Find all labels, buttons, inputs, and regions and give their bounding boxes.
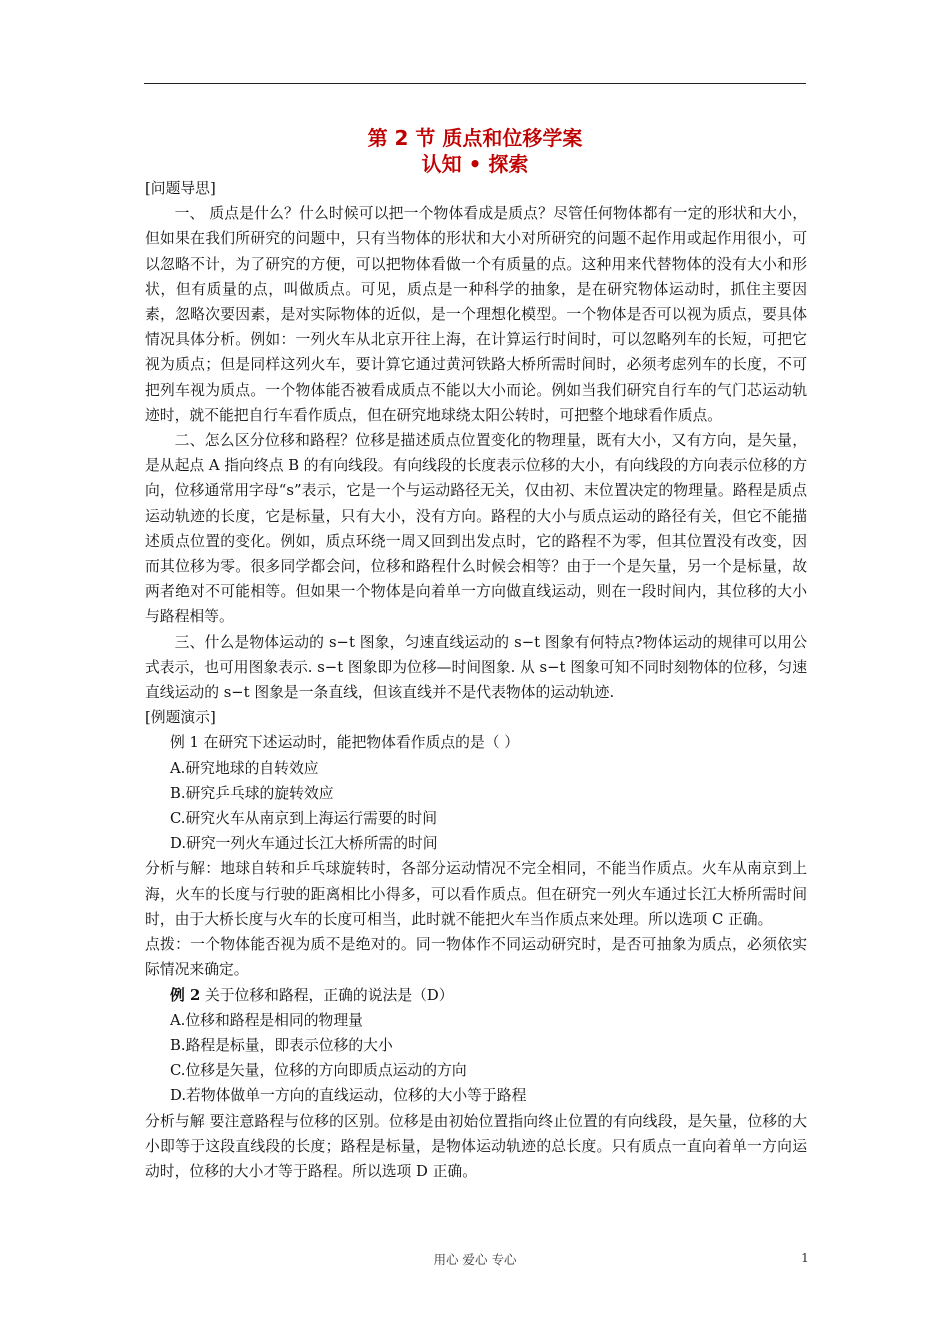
page-footer: 用心 爱心 专心: [433, 1252, 517, 1267]
example-2-option-a: A.位移和路程是相同的物理量: [170, 1011, 363, 1029]
example-2-option-b: B.路程是标量，即表示位移的大小: [170, 1036, 393, 1054]
paragraph-1: 一、 质点是什么？什么时候可以把一个物体看成是质点？尽管任何物体都有一定的形状和大小，但如果在我们所研究的问题中，只有当物体的形状和大小对所研究的问题不起作用或起作用很小，可以忽略不计，为了研究的方便，可以把物体看做一个有质量的点。这种用来代替物体的没有大小和形状，但有质量的点，叫做质点。可见，质点是一种科学的抽象，是在研究物体运动时，抓住主要因素，忽略次要因素，是对实际物体的近似，是一个理想化模型。一个物体是否可以视为质点，要具体情况具体分析。例如：一列火车从北京开往上海，在计算运行时间时，可以忽略列车的长短，可把它视为质点；但是同样这列火车，要计算它通过黄河铁路大桥所需时间时，必须考虑列车的长度，不可把列车视为质点。一个物体能否被看成质点不能以大小而论。例如当我们研究自行车的气门芯运动轨迹时，就不能把自行车看作质点，但在研究地球绕太阳公转时，可把整个地球看作质点。: [145, 205, 807, 424]
section-header-examples: [例题演示]: [145, 709, 216, 727]
example-2-option-c: C.位移是矢量，位移的方向即质点运动的方向: [170, 1062, 467, 1080]
example-2-analysis: 分析与解 要注意路程与位移的区别。位移是由初始位置指向终止位置的有向线段，是矢量，位移的大小即等于这段直线段的长度；路程是标量，是物体运动轨迹的总长度。只有质点一直向着单一方向运动时，位移的大小才等于路程。所以选项 D 正确。: [145, 1112, 807, 1180]
header-rule: [144, 83, 806, 84]
example-1-analysis: 分析与解：地球自转和乒乓球旋转时，各部分运动情况不完全相同，不能当作质点。火车从南京到上海，火车的长度与行驶的距离相比小得多，可以看作质点。但在研究一列火车通过长江大桥所需时间时，由于大桥长度与火车的长度可相当，此时就不能把火车当作质点来处理。所以选项 C 正确。: [145, 860, 807, 928]
page-number: 1: [801, 1250, 809, 1265]
paragraph-3: 三、什么是物体运动的 s−t 图象，匀速直线运动的 s−t 图象有何特点?物体运动的规律可以用公式表示，也可用图象表示. s−t 图象即为位移—时间图象. 从 s−t 图象可知不同时刻物体的位移，匀速直线运动的 s−t 图象是一条直线，但该直线并不是代表物体的运动轨迹.: [145, 633, 807, 702]
example-1-option-c: C.研究火车从南京到上海运行需要的时间: [170, 810, 438, 828]
example-1-question: 例 1 在研究下述运动时，能把物体看作质点的是（ ）: [170, 734, 520, 752]
example-2-question: 关于位移和路程，正确的说法是（D）: [200, 986, 454, 1004]
example-1-option-d: D.研究一列火车通过长江大桥所需的时间: [170, 835, 438, 853]
body-text: [145, 176, 807, 1184]
example-1-option-b: B.研究乒乓球的旋转效应: [170, 784, 334, 802]
example-1-tip: 点拨：一个物体能否视为质不是绝对的。同一物体作不同运动研究时，是否可抽象为质点，必须依实际情况来确定。: [145, 936, 807, 979]
section-header-guide: [问题导思]: [145, 180, 216, 197]
document-title: 第 2 节 质点和位移学案: [367, 126, 583, 150]
example-1-option-a: A.研究地球的自转效应: [170, 759, 319, 777]
paragraph-2: 二、怎么区分位移和路程？位移是描述质点位置变化的物理量，既有大小，又有方向，是矢量，是从起点 A 指向终点 B 的有向线段。有向线段的长度表示位移的大小，有向线段的方向表示位移的方向，位移通常用字母“s”表示，它是一个与运动路径无关，仅由初、末位置决定的物理量。路程是质点运动轨迹的长度，它是标量，只有大小，没有方向。路程的大小与质点运动的路径有关，但它不能描述质点位置的变化。例如，质点环绕一周又回到出发点时，它的路程不为零，但其位置没有改变，因而其位移为零。很多同学都会问，位移和路程什么时候会相等？由于一个是矢量，另一个是标量，故两者绝对不可能相等。但如果一个物体是向着单一方向做直线运动，则在一段时间内，其位移的大小与路程相等。: [145, 432, 807, 626]
example-2-label: 例 2: [170, 986, 201, 1004]
document-subtitle: 认知 • 探索: [421, 152, 529, 176]
example-2-option-d: D.若物体做单一方向的直线运动，位移的大小等于路程: [170, 1087, 527, 1105]
example-2-question-line: [145, 983, 807, 1008]
